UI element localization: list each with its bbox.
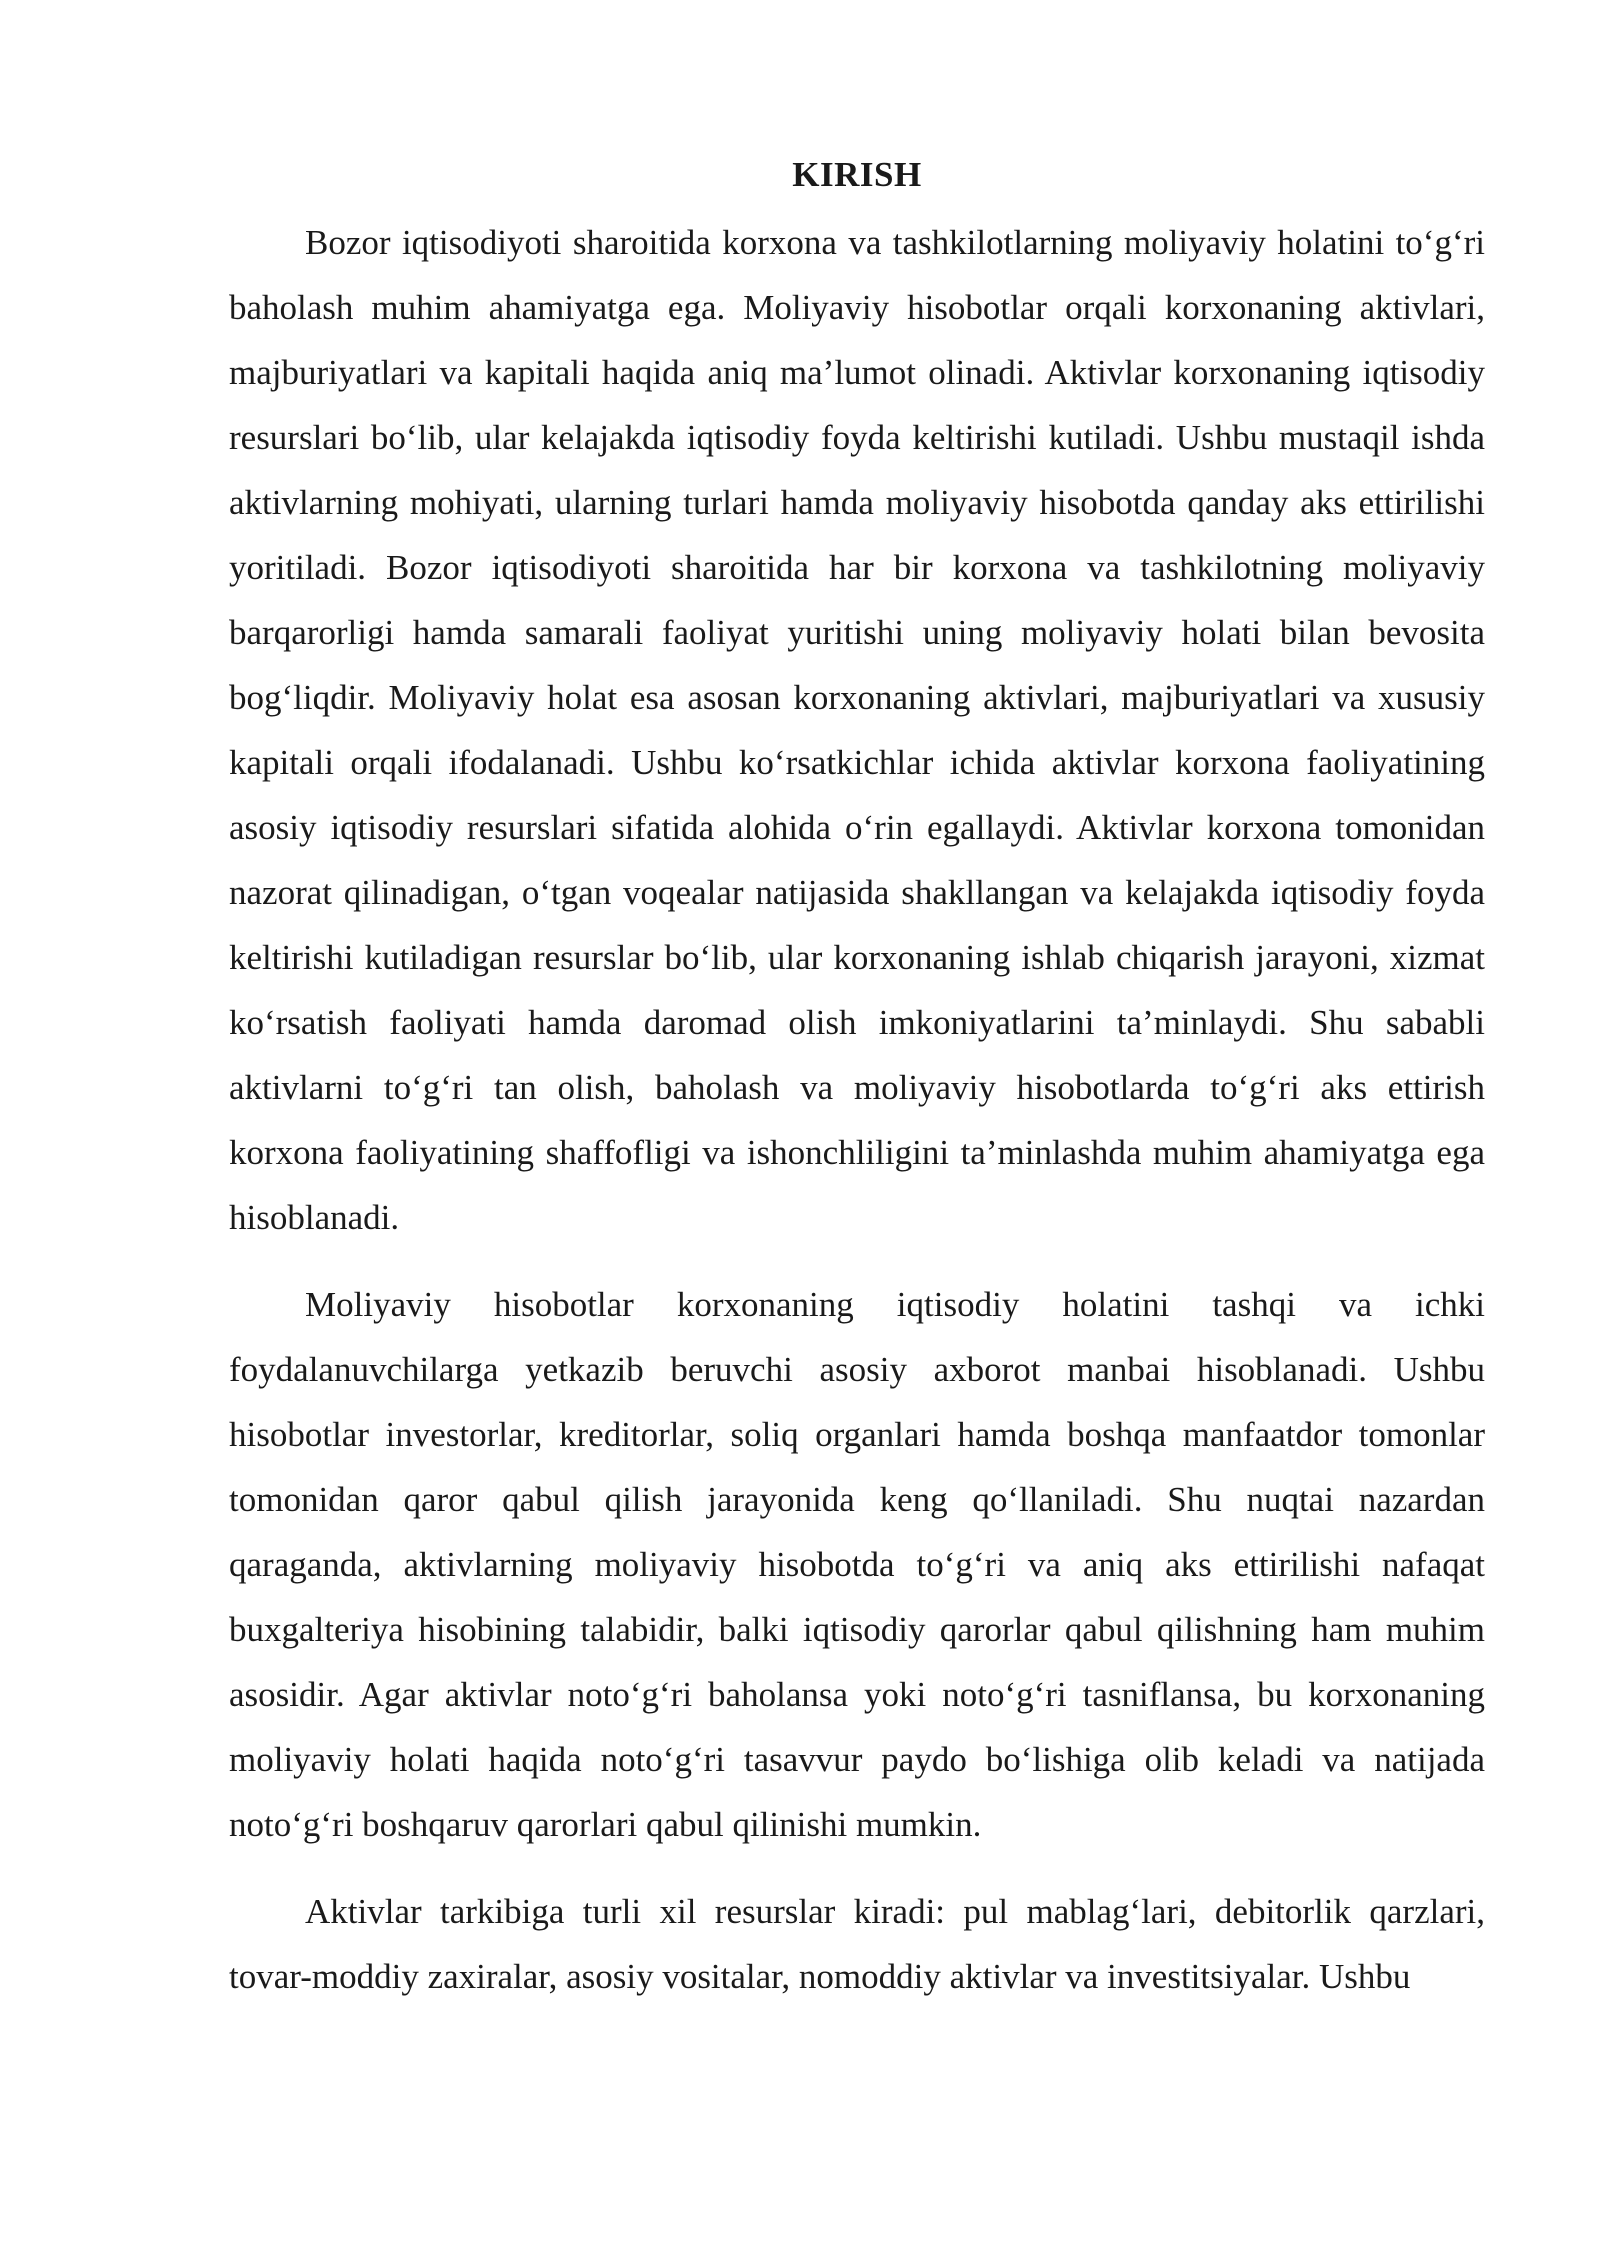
page-content xyxy=(229,150,1485,2009)
paragraph-1: Bozor iqtisodiyoti sharoitida korxona va tashkilotlarning moliyaviy holatini to‘g‘ri baholash muhim ahamiyatga ega. Moliyaviy hisobotlar orqali korxonaning aktivlari, majburiyatlari va kapitali haqida aniq ma’lumot olinadi. Aktivlar korxonaning iqtisodiy resurslari bo‘lib, ular kelajakda iqtisodiy foyda keltirishi kutiladi. Ushbu mustaqil ishda aktivlarning mohiyati, ularning turlari hamda moliyaviy hisobotda qanday aks ettirilishi yoritiladi. Bozor iqtisodiyoti sharoitida har bir korxona va tashkilotning moliyaviy barqarorligi hamda samarali faoliyat yuritishi uning moliyaviy holati bilan bevosita bog‘liqdir. Moliyaviy holat esa asosan korxonaning aktivlari, majburiyatlari va xususiy kapitali orqali ifodalanadi. Ushbu ko‘rsatkichlar ichida aktivlar korxona faoliyatining asosiy iqtisodiy resurslari sifatida alohida o‘rin egallaydi. Aktivlar korxona tomonidan nazorat qilinadigan, o‘tgan voqealar natijasida shakllangan va kelajakda iqtisodiy foyda keltirishi kutiladigan resurslar bo‘lib, ular korxonaning ishlab chiqarish jarayoni, xizmat ko‘rsatish faoliyati hamda daromad olish imkoniyatlarini ta’minlaydi. Shu sababli aktivlarni to‘g‘ri tan olish, baholash va moliyaviy hisobotlarda to‘g‘ri aks ettirish korxona faoliyatining shaffofligi va ishonchliligini ta’minlashda muhim ahamiyatga ega hisoblanadi. xyxy=(229,223,1485,1237)
page-title: KIRISH xyxy=(792,155,922,194)
paragraph-3: Aktivlar tarkibiga turli xil resurslar kiradi: pul mablag‘lari, debitorlik qarzlari, tovar-moddiy zaxiralar, asosiy vositalar, nomoddiy aktivlar va investitsiyalar. Ushbu xyxy=(229,1892,1485,1996)
paragraph-2: Moliyaviy hisobotlar korxonaning iqtisodiy holatini tashqi va ichki foydalanuvchilarga yetkazib beruvchi asosiy axborot manbai hisoblanadi. Ushbu hisobotlar investorlar, kreditorlar, soliq organlari hamda boshqa manfaatdor tomonlar tomonidan qaror qabul qilish jarayonida keng qo‘llaniladi. Shu nuqtai nazardan qaraganda, aktivlarning moliyaviy hisobotda to‘g‘ri va aniq aks ettirilishi nafaqat buxgalteriya hisobining talabidir, balki iqtisodiy qarorlar qabul qilishning ham muhim asosidir. Agar aktivlar noto‘g‘ri baholansa yoki noto‘g‘ri tasniflansa, bu korxonaning moliyaviy holati haqida noto‘g‘ri tasavvur paydo bo‘lishiga olib keladi va natijada noto‘g‘ri boshqaruv qarorlari qabul qilinishi mumkin. xyxy=(229,1285,1485,1844)
